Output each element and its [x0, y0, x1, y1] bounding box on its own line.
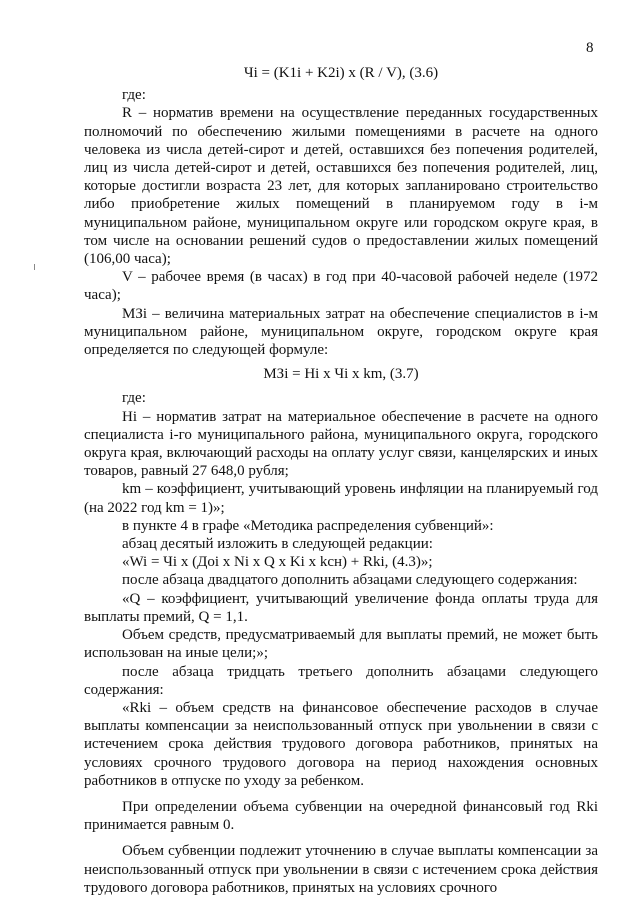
paragraph-mz-definition: МЗi – величина материальных затрат на обеспечение специалистов в i-м муниципальном районе, муниципальном округе, городском округе края определяется по следующей формуле:	[84, 305, 598, 359]
paragraph-v-definition: V – рабочее время (в часах) в год при 40-часовой рабочей неделе (1972 часа);	[84, 269, 598, 304]
paragraph-premium-volume: Объем средств, предусматриваемый для выплаты премий, не может быть использован на иные цели;»;	[84, 627, 598, 662]
paragraph-h-definition: Нi – норматив затрат на материальное обеспечение в расчете на одного специалиста i-го муниципального района, муниципального округа, городского округа края, включающий расходы на оплату услуг связи, канцелярских и иных товаров, равный 27 648,0 рубля;	[84, 408, 598, 480]
paragraph-r-definition: R – норматив времени на осуществление переданных государственных полномочий по обеспечению жилыми помещениями в расчете на одного человека из числа детей-сирот и детей, оставшихся без попечения родителей, лиц из числа детей-сирот и детей, оставшихся без попечения родителей, лиц, которые достигли возраста 23 лет, для которых запланировано строительство либо приобретение жилых помещений в планируемом году в i-м муниципальном районе, муниципальном округе или городском округе края, в том числе на основании решений судов о предоставлении жилых помещений (106,00 часа);	[84, 105, 598, 268]
paragraph-after-20: после абзаца двадцатого дополнить абзацами следующего содержания:	[122, 572, 578, 589]
where-label-1: где:	[122, 87, 146, 104]
formula-4-3: «Wi = Чi x (Доi x Ni x Q x Ki x kсн) + Rki, (4.3)»;	[122, 554, 433, 571]
formula-3-6: Чi = (K1i + K2i) x (R / V), (3.6)	[243, 65, 439, 81]
paragraph-km-definition: km – коэффициент, учитывающий уровень инфляции на планируемый год (на 2022 год km = 1)»;	[84, 481, 598, 516]
paragraph-after-33: после абзаца тридцать третьего дополнить абзацами следующего содержания:	[84, 663, 598, 698]
page-number: 8	[586, 40, 594, 56]
paragraph-item-4: в пункте 4 в графе «Методика распределения субвенций»:	[122, 517, 494, 534]
document-body	[84, 64, 598, 897]
paragraph-abzac-10: абзац десятый изложить в следующей редакции:	[122, 536, 433, 553]
where-label-2: где:	[122, 390, 146, 407]
formula-3-7: МЗi = Нi x Чi x km, (3.7)	[263, 366, 419, 383]
paragraph-q-definition: «Q – коэффициент, учитывающий увеличение фонда оплаты труда для выплаты премий, Q = 1,1.	[84, 590, 598, 625]
margin-mark	[34, 264, 35, 270]
paragraph-rki-definition: «Rki – объем средств на финансовое обеспечение расходов в случае выплаты компенсации за неиспользованный отпуск при увольнении в связи с истечением срока действия трудового договора работников, принятых на условиях срочного трудового договора на период нахождения основных работников в отпуске по уходу за ребенком.	[84, 699, 598, 789]
paragraph-subvention-adjust: Объем субвенции подлежит уточнению в случае выплаты компенсации за неиспользованный отпуск при увольнении в связи с истечением срока действия трудового договора работников, принятых на условиях срочного	[84, 843, 598, 896]
paragraph-rki-zero: При определении объема субвенции на очередной финансовый год Rki принимается равным 0.	[84, 798, 598, 834]
